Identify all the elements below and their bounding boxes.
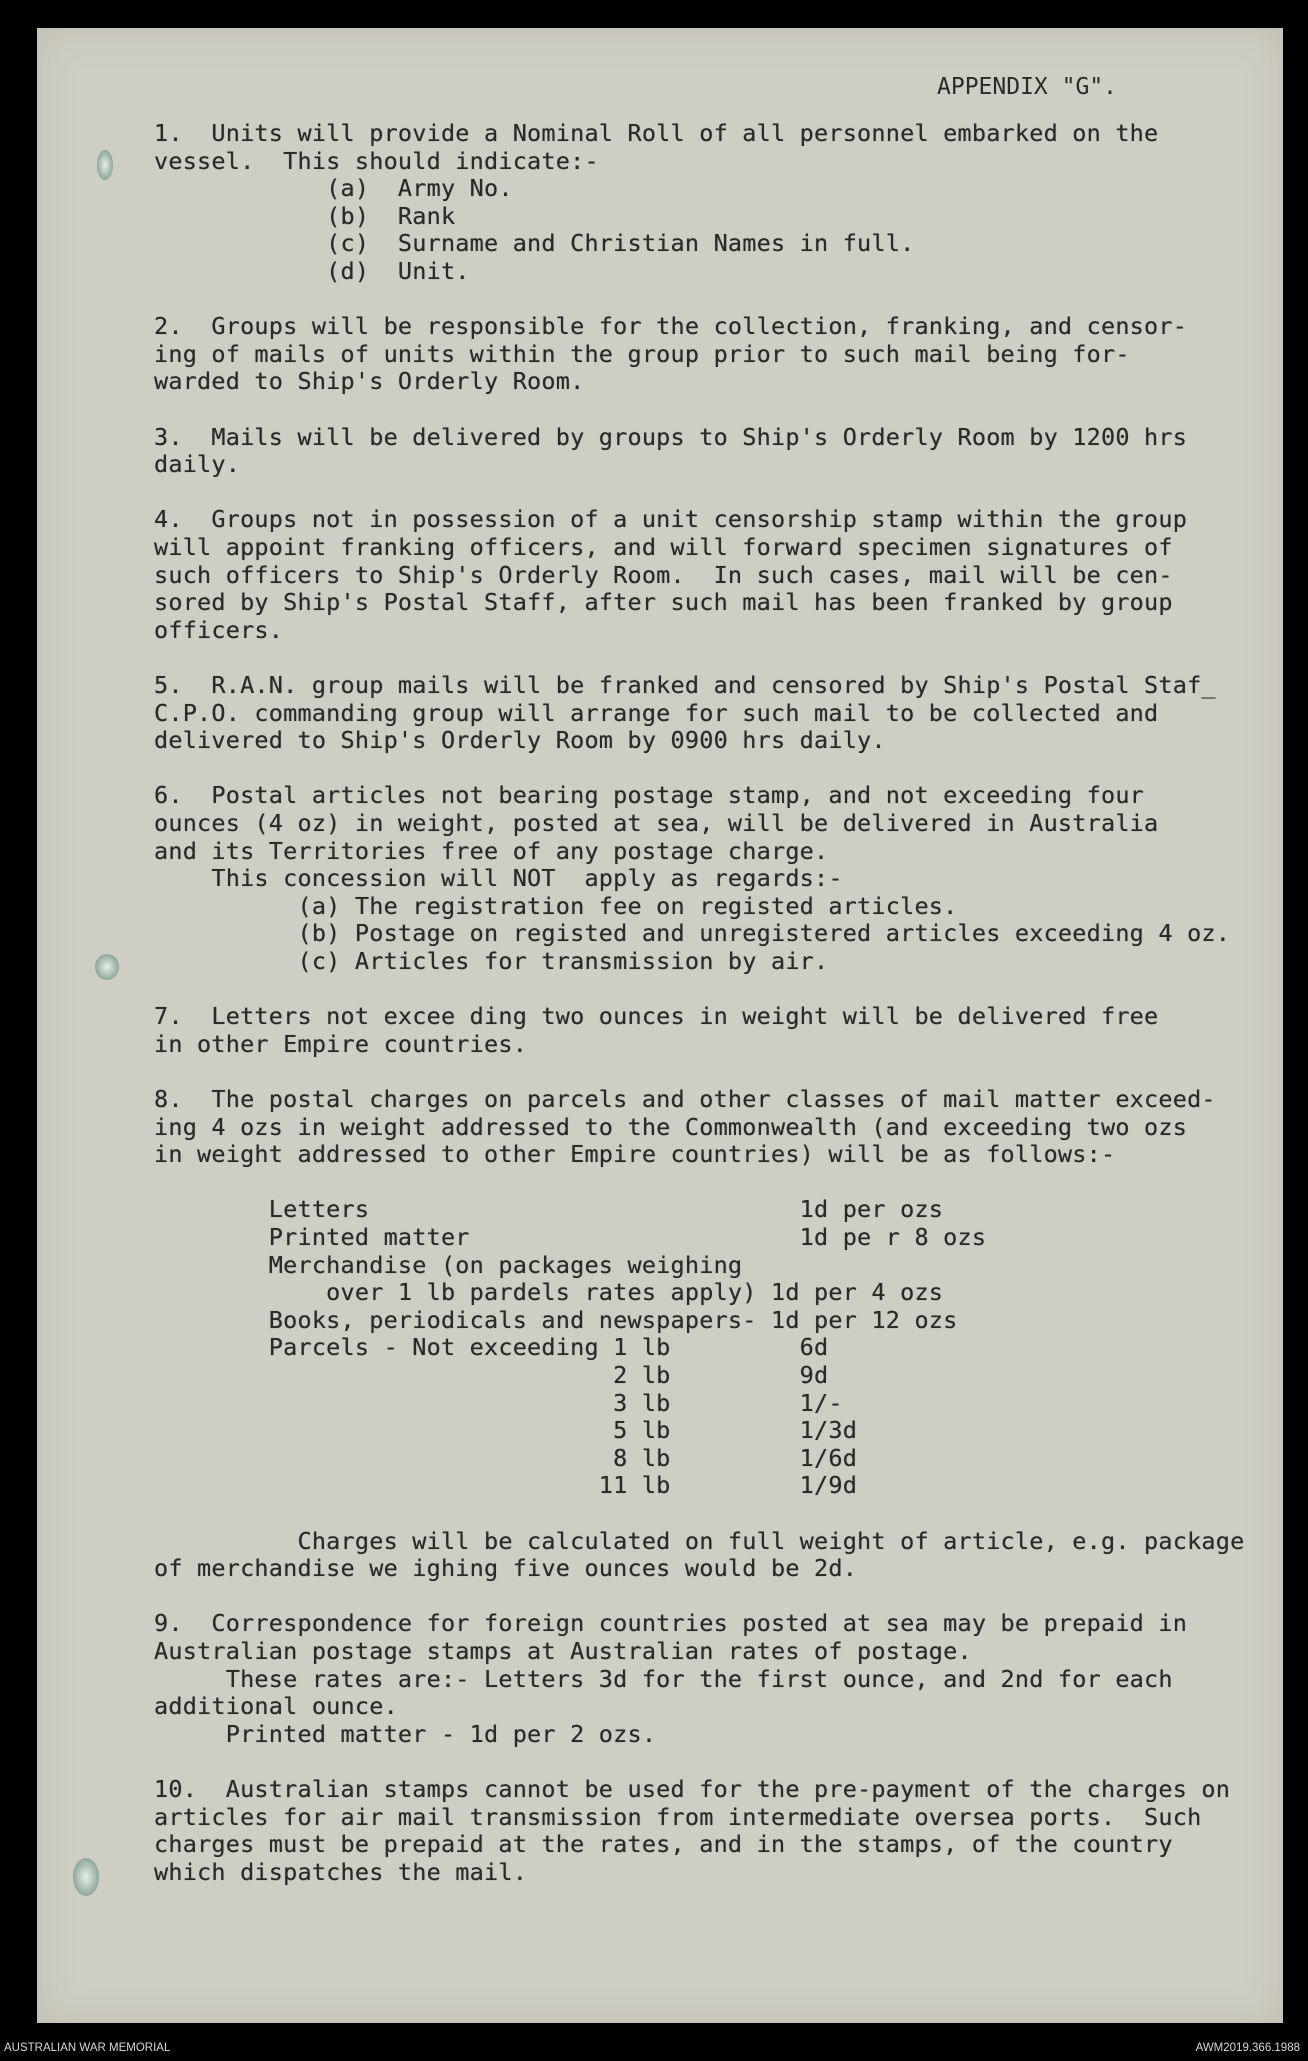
text-line: ing 4 ozs in weight addressed to the Commonwealth (and exceeding two ozs <box>154 1112 1188 1141</box>
text-line: warded to Ship's Orderly Room. <box>154 367 585 396</box>
text-line: and its Territories free of any postage charge. <box>154 836 829 865</box>
footer-credit: AUSTRALIAN WAR MEMORIAL <box>4 2042 171 2054</box>
text-line: over 1 lb pardels rates apply) 1d per 4 ozs <box>154 1278 944 1307</box>
text-line: 8 lb 1/6d <box>154 1443 858 1472</box>
text-line: ounces (4 oz) in weight, posted at sea, will be delivered in Australia <box>154 809 1159 837</box>
text-line: (a) Army No. <box>154 174 513 203</box>
text-line: Merchandise (on packages weighing <box>154 1250 743 1279</box>
footer-accession-number: AWM2019.366.1988 <box>1195 2042 1300 2054</box>
text-line: additional ounce. <box>154 1692 398 1721</box>
text-line: officers. <box>154 615 284 644</box>
text-line: 10. Australian stamps cannot be used for the pre-payment of the charges on <box>154 1775 1231 1803</box>
text-line: Letters 1d per ozs <box>154 1195 944 1224</box>
text-line: Printed matter - 1d per 2 ozs. <box>154 1719 657 1748</box>
text-line: 5. R.A.N. group mails will be franked and censored by Ship's Postal Staf_ <box>154 671 1216 699</box>
text-line: (c) Surname and Christian Names in full. <box>154 229 915 258</box>
text-line: will appoint franking officers, and will forward specimen signatures of <box>154 533 1173 561</box>
text-line: (b) Rank <box>154 201 456 230</box>
text-line: These rates are:- Letters 3d for the first ounce, and 2nd for each <box>154 1664 1173 1693</box>
text-line: 11 lb 1/9d <box>154 1471 858 1500</box>
text-line: which dispatches the mail. <box>154 1857 528 1886</box>
text-line: Charges will be calculated on full weight of article, e.g. package <box>154 1526 1245 1555</box>
text-line: 4. Groups not in possession of a unit censorship stamp within the group <box>154 505 1188 534</box>
text-line: This concession will NOT apply as regards:- <box>154 864 843 893</box>
text-line: Parcels - Not exceeding 1 lb 6d <box>154 1333 829 1362</box>
text-line: of merchandise we ighing five ounces would be 2d. <box>154 1554 858 1583</box>
text-line: charges must be prepaid at the rates, and in the stamps, of the country <box>154 1830 1173 1859</box>
text-line: Books, periodicals and newspapers- 1d per 12 ozs <box>154 1305 958 1334</box>
text-line: 1. Units will provide a Nominal Roll of all personnel embarked on the <box>154 119 1159 147</box>
text-line: 3 lb 1/- <box>154 1388 843 1417</box>
text-line: articles for air mail transmission from intermediate oversea ports. Such <box>154 1802 1202 1831</box>
text-line: 8. The postal charges on parcels and other classes of mail matter exceed- <box>154 1085 1216 1113</box>
text-line: C.P.O. commanding group will arrange for such mail to be collected and <box>154 698 1159 727</box>
appendix-title: APPENDIX "G". <box>937 74 1118 100</box>
text-line: vessel. This should indicate:- <box>154 146 599 175</box>
text-line: daily. <box>154 450 241 479</box>
text-line: (b) Postage on registed and unregistered articles exceeding 4 oz. <box>154 919 1231 948</box>
text-line: Australian postage stamps at Australian rates of postage. <box>154 1637 972 1665</box>
text-line: 5 lb 1/3d <box>154 1416 858 1445</box>
text-line: (a) The registration fee on registed articles. <box>154 891 958 920</box>
text-line: 2 lb 9d <box>154 1361 829 1389</box>
text-line: (d) Unit. <box>154 257 470 285</box>
text-line: (c) Articles for transmission by air. <box>154 947 829 975</box>
text-line: 7. Letters not excee ding two ounces in weight will be delivered free <box>154 1002 1159 1031</box>
text-line: ing of mails of units within the group prior to such mail being for- <box>154 339 1130 368</box>
text-line: 6. Postal articles not bearing postage stamp, and not exceeding four <box>154 781 1145 810</box>
text-line: 3. Mails will be delivered by groups to Ship's Orderly Room by 1200 hrs <box>154 422 1188 451</box>
text-line: Printed matter 1d pe r 8 ozs <box>154 1223 987 1251</box>
text-line: 2. Groups will be responsible for the collection, franking, and censor- <box>154 312 1188 341</box>
typed-text-body <box>37 28 1283 2023</box>
document-page <box>37 28 1283 2023</box>
text-line: 9. Correspondence for foreign countries posted at sea may be prepaid in <box>154 1609 1188 1638</box>
text-line: such officers to Ship's Orderly Room. In such cases, mail will be cen- <box>154 560 1173 589</box>
text-line: delivered to Ship's Orderly Room by 0900 hrs daily. <box>154 726 886 755</box>
text-line: in other Empire countries. <box>154 1029 528 1058</box>
text-line: in weight addressed to other Empire countries) will be as follows:- <box>154 1140 1116 1169</box>
text-line: sored by Ship's Postal Staff, after such mail has been franked by group <box>154 588 1173 617</box>
